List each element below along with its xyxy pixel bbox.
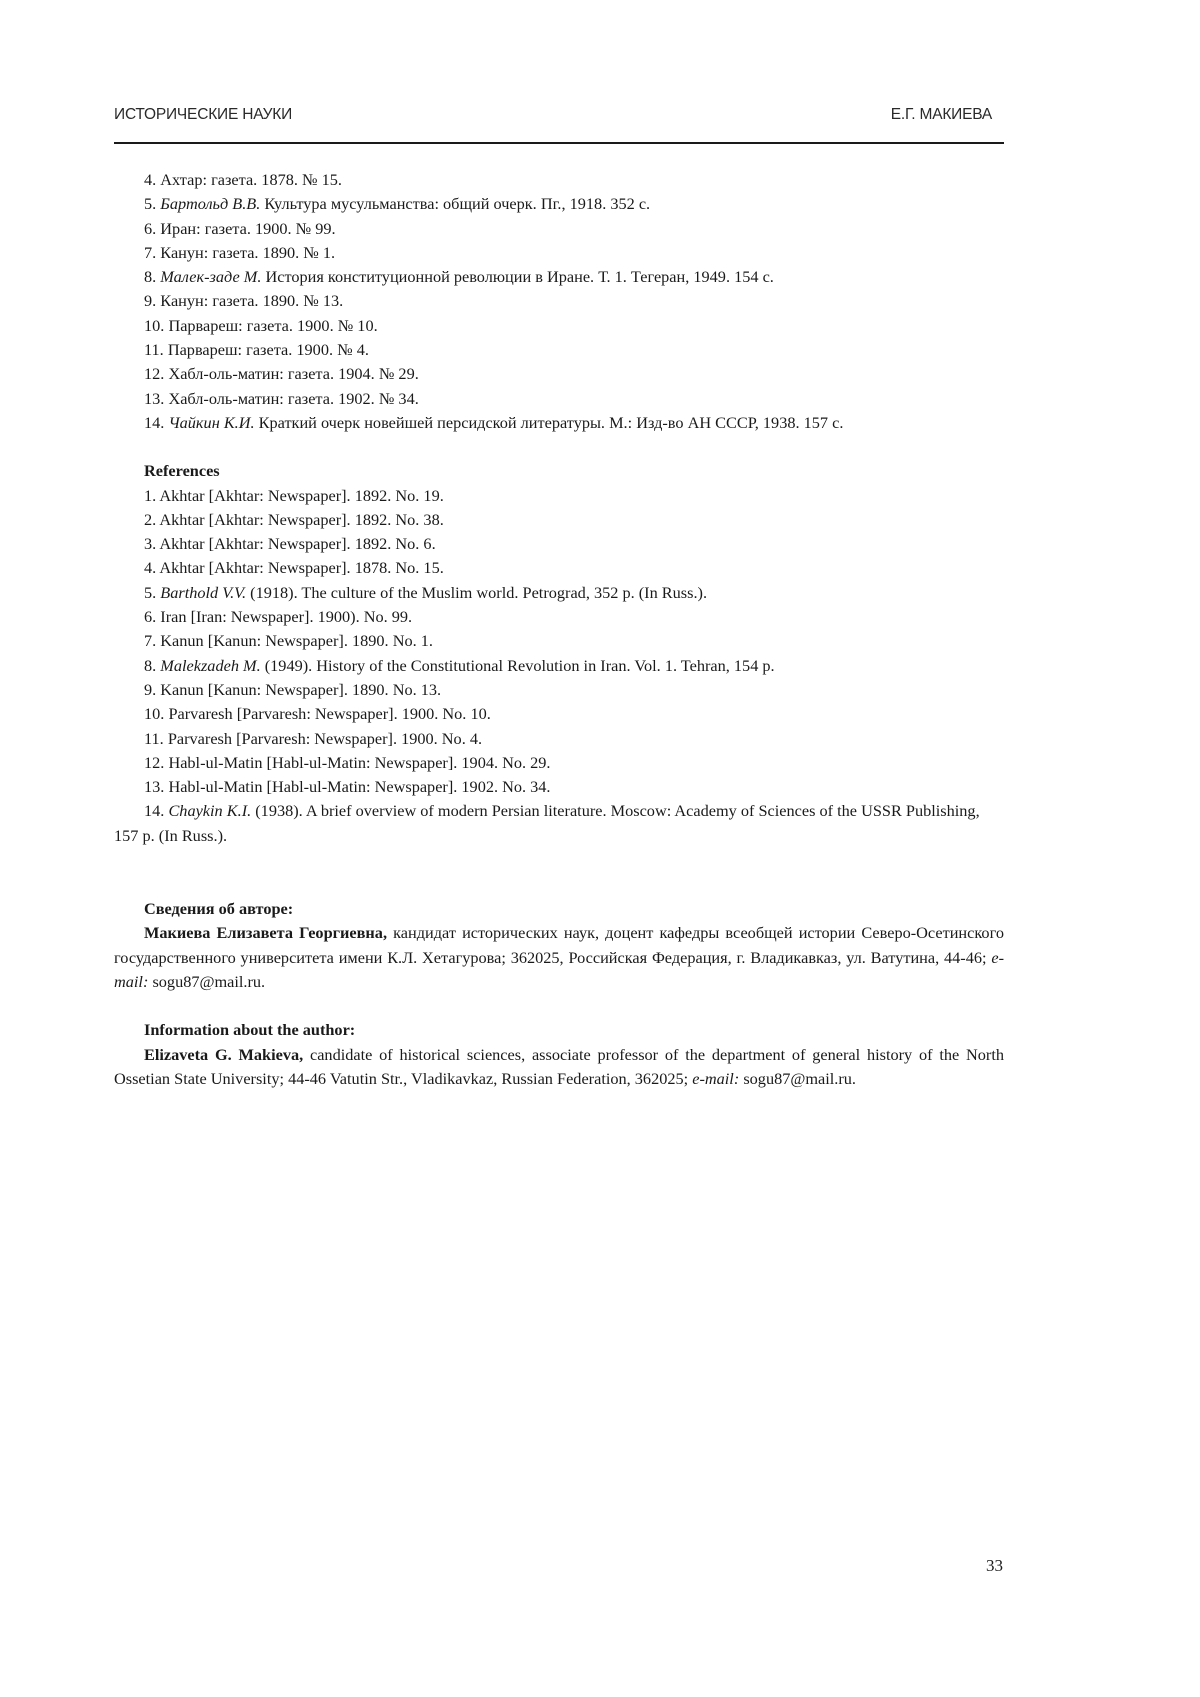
email-label-en: e-mail:: [692, 1068, 740, 1088]
reference-text: Akhtar [Akhtar: Newspaper]. 1892. No. 38.: [159, 509, 444, 529]
reference-number: 4.: [144, 558, 157, 578]
russian-reference-item: [114, 265, 1004, 289]
russian-reference-list: [114, 168, 1004, 435]
russian-reference-item: [114, 338, 1004, 362]
reference-number: 4.: [144, 170, 157, 189]
english-reference-item: [114, 556, 1004, 580]
russian-reference-item: [114, 168, 1004, 192]
email-label-ru: e-mail:: [114, 947, 1004, 991]
running-author-name: Е.Г. МАКИЕВА: [890, 106, 992, 123]
reference-text: Парвареш: газета. 1900. № 4.: [167, 340, 369, 360]
reference-text: Хабл-оль-матин: газета. 1902. № 34.: [168, 388, 419, 408]
reference-number: 5.: [144, 194, 157, 214]
reference-text: Akhtar [Akhtar: Newspaper]. 1878. No. 15.: [159, 558, 444, 578]
author-name-ru: Макиева Елизавета Георгиевна,: [144, 923, 388, 943]
reference-number: 3.: [144, 534, 157, 554]
english-reference-item: [114, 629, 1004, 653]
english-reference-item: [114, 484, 1004, 508]
english-reference-item: [114, 775, 1004, 799]
reference-number: 10.: [144, 704, 165, 724]
reference-author: Малек-заде М.: [160, 267, 262, 287]
author-info-en-paragraph: [114, 1043, 1004, 1092]
russian-reference-item: [114, 314, 1004, 338]
reference-number: 14.: [144, 801, 165, 821]
author-name-en: Elizaveta G. Makieva,: [144, 1044, 304, 1064]
reference-text: Habl-ul-Matin [Habl-ul-Matin: Newspaper]. 1902. No. 34.: [168, 777, 551, 797]
author-info-en-heading: Information about the author:: [144, 1020, 356, 1040]
author-info-ru-paragraph: [114, 921, 1004, 994]
reference-text: Канун: газета. 1890. № 1.: [160, 242, 336, 262]
english-reference-item: [114, 532, 1004, 556]
reference-number: 12.: [144, 752, 165, 772]
page-number: 33: [986, 1556, 1003, 1575]
reference-author: Чайкин К.И.: [168, 412, 255, 432]
reference-number: 8.: [144, 655, 157, 675]
reference-author: Chaykin K.I.: [168, 801, 252, 821]
author-info-ru-heading: Сведения об авторе:: [144, 899, 294, 919]
author-email-en: sogu87@mail.ru.: [739, 1068, 856, 1088]
russian-reference-item: [114, 192, 1004, 216]
reference-text: Akhtar [Akhtar: Newspaper]. 1892. No. 19.: [159, 485, 444, 505]
english-reference-item: [114, 799, 1004, 848]
spacer: [114, 848, 1004, 897]
reference-number: 13.: [144, 388, 165, 408]
reference-number: 14.: [144, 412, 165, 432]
reference-text: Parvaresh [Parvaresh: Newspaper]. 1900. No. 10.: [168, 704, 491, 724]
reference-text: Parvaresh [Parvaresh: Newspaper]. 1900. No. 4.: [167, 728, 483, 748]
english-reference-item: [114, 654, 1004, 678]
running-header: [114, 106, 1004, 130]
english-reference-item: [114, 508, 1004, 532]
references-heading: References: [144, 461, 220, 481]
reference-text: Парвареш: газета. 1900. № 10.: [168, 315, 378, 335]
english-reference-item: [114, 751, 1004, 775]
reference-text: Культура мусульманства: общий очерк. Пг., 1918. 352 с.: [260, 194, 651, 214]
reference-number: 7.: [144, 631, 157, 651]
reference-text: (1918). The culture of the Muslim world. Petrograd, 352 p. (In Russ.).: [246, 582, 708, 602]
reference-number: 7.: [144, 242, 157, 262]
reference-number: 10.: [144, 315, 165, 335]
english-reference-item: [114, 605, 1004, 629]
english-reference-item: [114, 678, 1004, 702]
spacer: [114, 994, 1004, 1018]
reference-text: (1949). History of the Constitutional Revolution in Iran. Vol. 1. Tehran, 154 p.: [260, 655, 775, 675]
english-reference-item: [114, 727, 1004, 751]
english-reference-list: [114, 484, 1004, 848]
author-details-ru: кандидат исторических наук, доцент кафедры всеобщей истории Северо-Осетинского государственного университета имени К.Л. Хетагурова; 362025, Российская Федерация, г. Владикавказ, ул. Ватутина, 44-46;: [114, 923, 1004, 967]
reference-number: 6.: [144, 218, 157, 238]
reference-text: Краткий очерк новейшей персидской литературы. М.: Изд-во АН СССР, 1938. 157 с.: [254, 412, 844, 432]
reference-author: Malekzadeh M.: [160, 655, 261, 675]
spacer: [114, 435, 1004, 459]
reference-text: Akhtar [Akhtar: Newspaper]. 1892. No. 6.: [159, 534, 436, 554]
russian-reference-item: [114, 362, 1004, 386]
journal-section-title: ИСТОРИЧЕСКИЕ НАУКИ: [114, 106, 293, 123]
reference-text: Kanun [Kanun: Newspaper]. 1890. No. 13.: [160, 679, 442, 699]
reference-text: История конституционной революции в Иране. Т. 1. Тегеран, 1949. 154 с.: [261, 267, 774, 287]
reference-number: 9.: [144, 291, 157, 311]
reference-text: (1938). A brief overview of modern Persian literature. Moscow: Academy of Sciences of the USSR Publishing, 157 p. (In Russ.).: [114, 801, 980, 845]
russian-reference-item: [114, 217, 1004, 241]
reference-author: Barthold V.V.: [160, 582, 247, 602]
reference-number: 8.: [144, 267, 157, 287]
reference-number: 5.: [144, 582, 157, 602]
reference-text: Ахтар: газета. 1878. № 15.: [160, 170, 342, 189]
reference-text: Habl-ul-Matin [Habl-ul-Matin: Newspaper]. 1904. No. 29.: [168, 752, 551, 772]
reference-number: 2.: [144, 509, 157, 529]
english-reference-item: [114, 702, 1004, 726]
russian-reference-item: [114, 241, 1004, 265]
reference-number: 11.: [144, 728, 164, 748]
reference-number: 12.: [144, 364, 165, 384]
english-reference-item: [114, 581, 1004, 605]
reference-number: 11.: [144, 340, 164, 360]
russian-reference-item: [114, 387, 1004, 411]
reference-number: 6.: [144, 607, 157, 627]
reference-text: Хабл-оль-матин: газета. 1904. № 29.: [168, 364, 419, 384]
reference-number: 13.: [144, 777, 165, 797]
reference-text: Kanun [Kanun: Newspaper]. 1890. No. 1.: [160, 631, 433, 651]
russian-reference-item: [114, 289, 1004, 313]
author-email-ru: sogu87@mail.ru.: [148, 971, 266, 991]
author-details-en: candidate of historical sciences, associate professor of the department of general history of the North Ossetian State University; 44-46 Vatutin Str., Vladikavkaz, Russian Federation, 362025;: [114, 1044, 1004, 1088]
russian-reference-item: [114, 411, 1004, 435]
reference-text: Иран: газета. 1900. № 99.: [160, 218, 336, 238]
page-body: [114, 168, 1004, 1091]
reference-number: 1.: [144, 485, 157, 505]
reference-text: Iran [Iran: Newspaper]. 1900). No. 99.: [160, 607, 413, 627]
reference-text: Канун: газета. 1890. № 13.: [160, 291, 344, 311]
reference-number: 9.: [144, 679, 157, 699]
header-rule: [114, 142, 1004, 144]
reference-author: Бартольд В.В.: [160, 194, 261, 214]
